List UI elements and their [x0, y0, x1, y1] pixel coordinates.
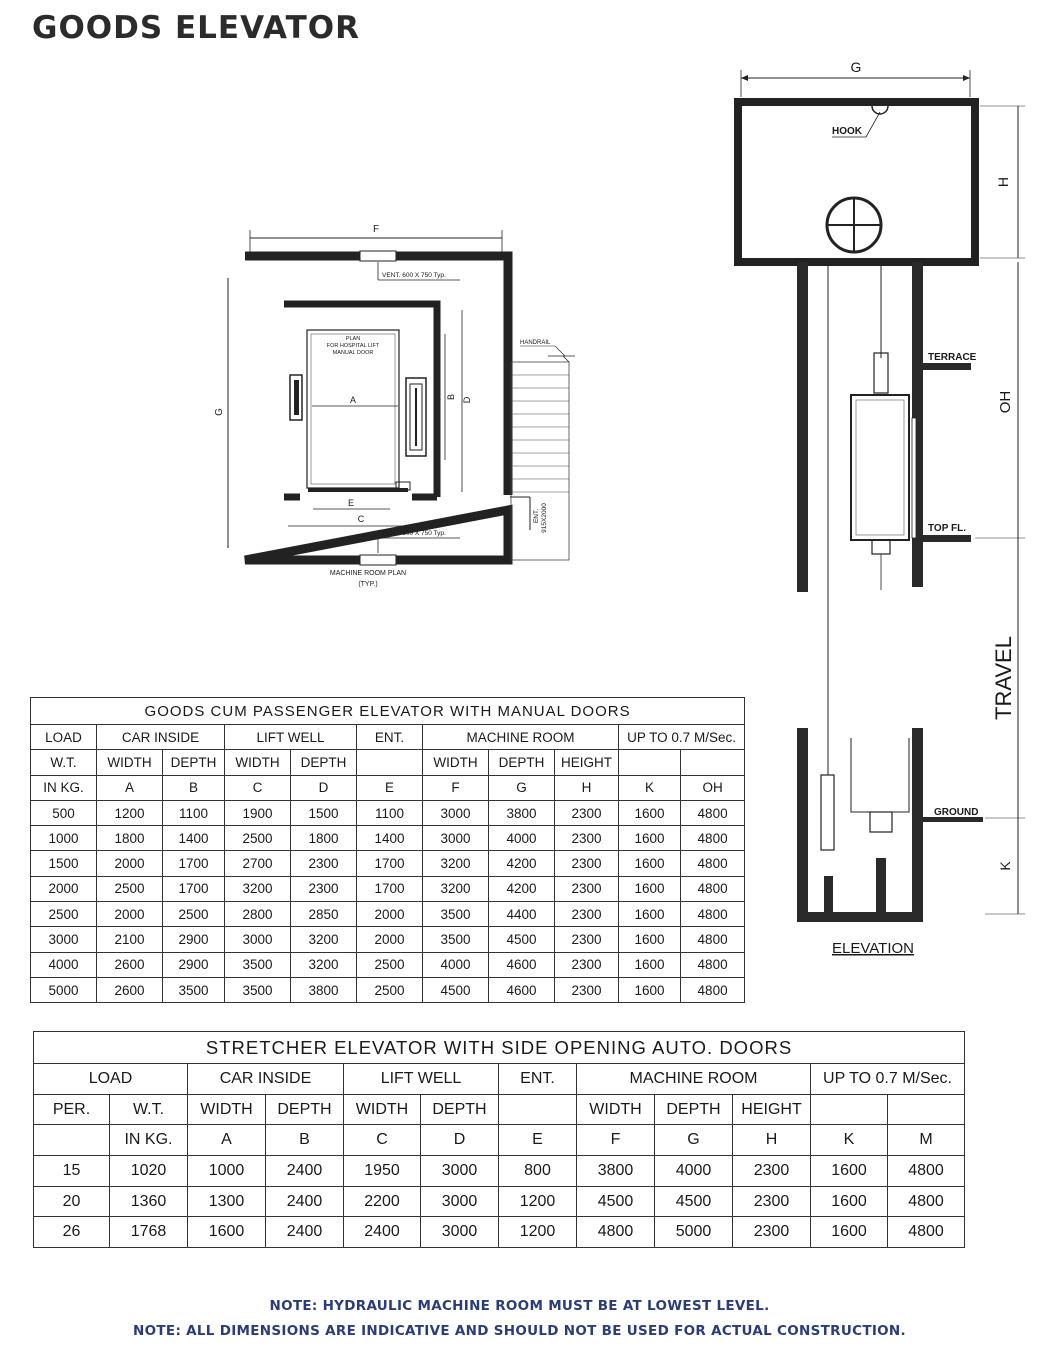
- table-cell: 4600: [489, 977, 555, 1002]
- table-cell: 1950: [344, 1156, 421, 1187]
- table-cell: W.T.: [31, 750, 97, 775]
- table-cell: 1600: [619, 826, 681, 851]
- table-cell: 4800: [577, 1217, 655, 1248]
- table-cell: 1400: [357, 826, 423, 851]
- table-cell: 1600: [619, 902, 681, 927]
- table-cell: 2300: [291, 876, 357, 901]
- table-cell: 4800: [681, 800, 745, 825]
- dim-label-c: C: [357, 514, 365, 524]
- table-cell: WIDTH: [423, 750, 489, 775]
- plan-note-3: MANUAL DOOR: [332, 350, 374, 356]
- table-cell: 2100: [97, 927, 163, 952]
- table-cell: 1900: [225, 800, 291, 825]
- table-cell: 1700: [163, 876, 225, 901]
- table-cell: 4500: [489, 927, 555, 952]
- table-cell: 1100: [357, 800, 423, 825]
- table-cell: 1400: [163, 826, 225, 851]
- plan-caption-2: (TYP.): [358, 581, 378, 588]
- table-cell: 1100: [163, 800, 225, 825]
- table-cell: HEIGHT: [555, 750, 619, 775]
- note-hydraulic: NOTE: HYDRAULIC MACHINE ROOM MUST BE AT LOWEST LEVEL.: [269, 1298, 770, 1314]
- ent-size-label: 915X2000: [541, 503, 548, 533]
- elevation-caption: ELEVATION: [832, 940, 914, 957]
- elev-dim-g: G: [850, 59, 862, 75]
- table-cell: 4200: [489, 876, 555, 901]
- table-cell: DEPTH: [291, 750, 357, 775]
- table1-header-row-1: [31, 725, 745, 750]
- table-cell: C: [344, 1125, 421, 1156]
- table-cell: 2300: [733, 1186, 811, 1217]
- table-cell: IN KG.: [110, 1125, 188, 1156]
- table-cell: 2300: [555, 902, 619, 927]
- table-cell: 2000: [357, 902, 423, 927]
- table-cell: DEPTH: [655, 1094, 733, 1125]
- table-cell: [811, 1094, 888, 1125]
- table-cell: 4500: [655, 1186, 733, 1217]
- table-cell: 2300: [555, 977, 619, 1002]
- table-cell: F: [423, 775, 489, 800]
- table-cell: 4800: [681, 876, 745, 901]
- elev-counterweight: [821, 775, 834, 850]
- table-cell: 4800: [888, 1217, 965, 1248]
- table-row: [31, 977, 745, 1002]
- table-cell: 2300: [555, 876, 619, 901]
- table-cell: HEIGHT: [733, 1094, 811, 1125]
- goods-passenger-table: [30, 697, 745, 1003]
- table-cell: G: [655, 1125, 733, 1156]
- table-cell: 2300: [733, 1217, 811, 1248]
- table-cell: 4800: [888, 1186, 965, 1217]
- table-cell: 4200: [489, 851, 555, 876]
- table1-header-lift-well: LIFT WELL: [225, 725, 357, 750]
- table-cell: [499, 1094, 577, 1125]
- table-cell: 4800: [681, 826, 745, 851]
- table-row: [34, 1156, 965, 1187]
- table2-header-lift-well: LIFT WELL: [344, 1064, 499, 1095]
- table-cell: DEPTH: [421, 1094, 499, 1125]
- table-cell: 3000: [225, 927, 291, 952]
- note-dimensions: NOTE: ALL DIMENSIONS ARE INDICATIVE AND SHOULD NOT BE USED FOR ACTUAL CONSTRUCTION.: [133, 1323, 906, 1339]
- dim-label-d: D: [462, 396, 472, 404]
- table-cell: DEPTH: [266, 1094, 344, 1125]
- table-cell: 3200: [291, 952, 357, 977]
- table-cell: 3800: [489, 800, 555, 825]
- table-cell: 3000: [421, 1156, 499, 1187]
- table-header-row: [31, 775, 745, 800]
- table-cell: 2400: [344, 1217, 421, 1248]
- table-cell: W.T.: [110, 1094, 188, 1125]
- table-cell: 500: [31, 800, 97, 825]
- table-cell: 4600: [489, 952, 555, 977]
- table-cell: 4800: [681, 977, 745, 1002]
- table-cell: 1600: [619, 800, 681, 825]
- plan-caption-1: MACHINE ROOM PLAN: [329, 570, 407, 577]
- table-cell: 26: [34, 1217, 110, 1248]
- dim-label-e: E: [347, 498, 355, 508]
- table-cell: 3000: [423, 826, 489, 851]
- table-cell: 2500: [163, 902, 225, 927]
- table-cell: 2000: [97, 851, 163, 876]
- table-cell: 1800: [291, 826, 357, 851]
- table1-header-load: LOAD: [31, 725, 97, 750]
- table-cell: 2400: [266, 1186, 344, 1217]
- table-cell: 3500: [423, 927, 489, 952]
- table-cell: 4400: [489, 902, 555, 927]
- table-cell: 2600: [97, 977, 163, 1002]
- table-cell: 3800: [291, 977, 357, 1002]
- table-cell: WIDTH: [97, 750, 163, 775]
- table-cell: 4000: [655, 1156, 733, 1187]
- table-cell: [34, 1125, 110, 1156]
- table-cell: 1600: [811, 1186, 888, 1217]
- table-cell: WIDTH: [188, 1094, 266, 1125]
- table-cell: D: [291, 775, 357, 800]
- table-cell: 2400: [266, 1156, 344, 1187]
- elevator-car: [851, 395, 909, 540]
- table-cell: D: [421, 1125, 499, 1156]
- dim-label-f: F: [372, 224, 380, 235]
- table-cell: 4800: [681, 952, 745, 977]
- table-cell: 1600: [619, 977, 681, 1002]
- table-cell: A: [97, 775, 163, 800]
- table-cell: DEPTH: [163, 750, 225, 775]
- table-cell: 3500: [225, 952, 291, 977]
- table-cell: 4500: [577, 1186, 655, 1217]
- table1-header-speed: UP TO 0.7 M/Sec.: [619, 725, 745, 750]
- table-cell: 2900: [163, 952, 225, 977]
- table-cell: 2300: [555, 851, 619, 876]
- table1-header-car-inside: CAR INSIDE: [97, 725, 225, 750]
- vent-bottom: [360, 555, 396, 565]
- table-cell: 2200: [344, 1186, 421, 1217]
- table2-header-ent: ENT.: [499, 1064, 577, 1095]
- table-cell: 1000: [188, 1156, 266, 1187]
- elevation-drawing: [738, 59, 1025, 957]
- table-cell: 3500: [225, 977, 291, 1002]
- table-cell: 2600: [97, 952, 163, 977]
- table-cell: H: [555, 775, 619, 800]
- table-cell: 2500: [97, 876, 163, 901]
- table1-header-ent: ENT.: [357, 725, 423, 750]
- table-row: [31, 927, 745, 952]
- ground-label: GROUND: [934, 807, 979, 818]
- table-cell: E: [357, 775, 423, 800]
- table-cell: IN KG.: [31, 775, 97, 800]
- dim-label-g-plan: G: [214, 408, 225, 416]
- table-row: [34, 1217, 965, 1248]
- table-row: [31, 952, 745, 977]
- table-cell: 1300: [188, 1186, 266, 1217]
- table-cell: 1020: [110, 1156, 188, 1187]
- table-cell: 4800: [888, 1156, 965, 1187]
- table-cell: 4000: [423, 952, 489, 977]
- table-cell: 2300: [291, 851, 357, 876]
- table-cell: F: [577, 1125, 655, 1156]
- table-cell: 2500: [357, 977, 423, 1002]
- dim-label-b: B: [446, 393, 456, 401]
- table-cell: 800: [499, 1156, 577, 1187]
- machine-room-plan: [214, 224, 575, 588]
- handrail-label: HANDRAIL: [520, 340, 551, 346]
- pit-floor: [797, 912, 923, 922]
- page-title: GOODS ELEVATOR: [32, 10, 360, 46]
- table-cell: 2850: [291, 902, 357, 927]
- table-cell: 2300: [733, 1156, 811, 1187]
- table-row: [31, 876, 745, 901]
- table-cell: 2500: [225, 826, 291, 851]
- table-cell: 3000: [421, 1217, 499, 1248]
- table-cell: WIDTH: [225, 750, 291, 775]
- table-cell: A: [188, 1125, 266, 1156]
- table-cell: E: [499, 1125, 577, 1156]
- table-cell: 1600: [619, 952, 681, 977]
- table-cell: 1600: [811, 1156, 888, 1187]
- table2-header-speed: UP TO 0.7 M/Sec.: [811, 1064, 965, 1095]
- table-cell: M: [888, 1125, 965, 1156]
- table-cell: 3000: [31, 927, 97, 952]
- table-cell: 4500: [423, 977, 489, 1002]
- table-cell: 3200: [423, 876, 489, 901]
- table-cell: 1700: [163, 851, 225, 876]
- table1-header-machine-room: MACHINE ROOM: [423, 725, 619, 750]
- table-cell: 2300: [555, 952, 619, 977]
- elev-dim-h: H: [995, 176, 1011, 188]
- table-row: [31, 800, 745, 825]
- table-cell: 1600: [811, 1217, 888, 1248]
- table-cell: 1600: [188, 1217, 266, 1248]
- table-cell: K: [619, 775, 681, 800]
- table-cell: 4800: [681, 851, 745, 876]
- table2-header-row-1: [34, 1064, 965, 1095]
- table2-header-load: LOAD: [34, 1064, 188, 1095]
- table-cell: 2000: [31, 876, 97, 901]
- table-cell: WIDTH: [577, 1094, 655, 1125]
- table-header-row: [34, 1094, 965, 1125]
- table-cell: 4800: [681, 927, 745, 952]
- table-cell: 3500: [423, 902, 489, 927]
- table-cell: 1200: [499, 1217, 577, 1248]
- table-row: [31, 826, 745, 851]
- elev-dim-travel: TRAVEL: [991, 636, 1016, 720]
- plan-note-2: FOR HOSPITAL LIFT: [326, 343, 380, 349]
- table-cell: 3500: [163, 977, 225, 1002]
- hook-label: HOOK: [832, 126, 862, 137]
- table-cell: 5000: [31, 977, 97, 1002]
- table-cell: 2300: [555, 826, 619, 851]
- table-cell: 1600: [619, 851, 681, 876]
- table-cell: 4800: [681, 902, 745, 927]
- table-cell: B: [163, 775, 225, 800]
- table-cell: 2500: [357, 952, 423, 977]
- table-cell: 3800: [577, 1156, 655, 1187]
- table-cell: 3200: [291, 927, 357, 952]
- table-row: [31, 902, 745, 927]
- table-cell: 3000: [421, 1186, 499, 1217]
- table-cell: 3200: [225, 876, 291, 901]
- table-cell: 2000: [357, 927, 423, 952]
- table-cell: 2700: [225, 851, 291, 876]
- stretcher-table: [33, 1031, 965, 1248]
- table-cell: 4000: [31, 952, 97, 977]
- table-cell: B: [266, 1125, 344, 1156]
- table-cell: K: [811, 1125, 888, 1156]
- table-cell: C: [225, 775, 291, 800]
- table-cell: 3200: [423, 851, 489, 876]
- table-cell: [619, 750, 681, 775]
- table-cell: [681, 750, 745, 775]
- table-cell: 20: [34, 1186, 110, 1217]
- table-cell: 4000: [489, 826, 555, 851]
- table-cell: 2800: [225, 902, 291, 927]
- table-cell: H: [733, 1125, 811, 1156]
- table-cell: WIDTH: [344, 1094, 421, 1125]
- table2-caption: STRETCHER ELEVATOR WITH SIDE OPENING AUTO. DOORS: [34, 1032, 965, 1064]
- table-cell: 2900: [163, 927, 225, 952]
- table-cell: 2400: [266, 1217, 344, 1248]
- elev-dim-k: K: [997, 861, 1013, 871]
- table2-header-car-inside: CAR INSIDE: [188, 1064, 344, 1095]
- table-cell: 5000: [655, 1217, 733, 1248]
- table-cell: 1700: [357, 851, 423, 876]
- table-cell: 2500: [31, 902, 97, 927]
- table1-caption-row: [31, 698, 745, 725]
- table-cell: 1360: [110, 1186, 188, 1217]
- table2-caption-row: [34, 1032, 965, 1064]
- table-cell: PER.: [34, 1094, 110, 1125]
- table-row: [31, 851, 745, 876]
- plan-note-1: PLAN: [345, 336, 361, 342]
- table-cell: 1200: [499, 1186, 577, 1217]
- table-cell: 1500: [31, 851, 97, 876]
- dim-label-a: A: [349, 395, 357, 405]
- table-cell: 1600: [619, 876, 681, 901]
- table-cell: 1768: [110, 1217, 188, 1248]
- table-cell: 3000: [423, 800, 489, 825]
- terrace-label: TERRACE: [928, 352, 977, 363]
- table-cell: 1500: [291, 800, 357, 825]
- table-cell: 2300: [555, 800, 619, 825]
- table-cell: DEPTH: [489, 750, 555, 775]
- table-cell: 2300: [555, 927, 619, 952]
- table-header-row: [34, 1125, 965, 1156]
- table-row: [34, 1186, 965, 1217]
- table-cell: 1700: [357, 876, 423, 901]
- table-cell: G: [489, 775, 555, 800]
- table-header-row: [31, 750, 745, 775]
- table-cell: 1200: [97, 800, 163, 825]
- vent-bottom-label: VENT. 600 X 750 Typ.: [382, 530, 446, 537]
- table-cell: [888, 1094, 965, 1125]
- vent-top: [360, 251, 396, 261]
- table-cell: [357, 750, 423, 775]
- ent-label: ENT.: [533, 508, 540, 524]
- vent-top-label: VENT. 600 X 750 Typ.: [382, 272, 446, 279]
- elev-dim-oh: OH: [997, 390, 1014, 414]
- table1-caption: GOODS CUM PASSENGER ELEVATOR WITH MANUAL DOORS: [31, 698, 745, 725]
- table2-header-machine-room: MACHINE ROOM: [577, 1064, 811, 1095]
- table-cell: 15: [34, 1156, 110, 1187]
- table-cell: 2000: [97, 902, 163, 927]
- table-cell: 1800: [97, 826, 163, 851]
- table-cell: OH: [681, 775, 745, 800]
- top-floor-label: TOP FL.: [928, 523, 966, 534]
- table-cell: 1000: [31, 826, 97, 851]
- table-cell: 1600: [619, 927, 681, 952]
